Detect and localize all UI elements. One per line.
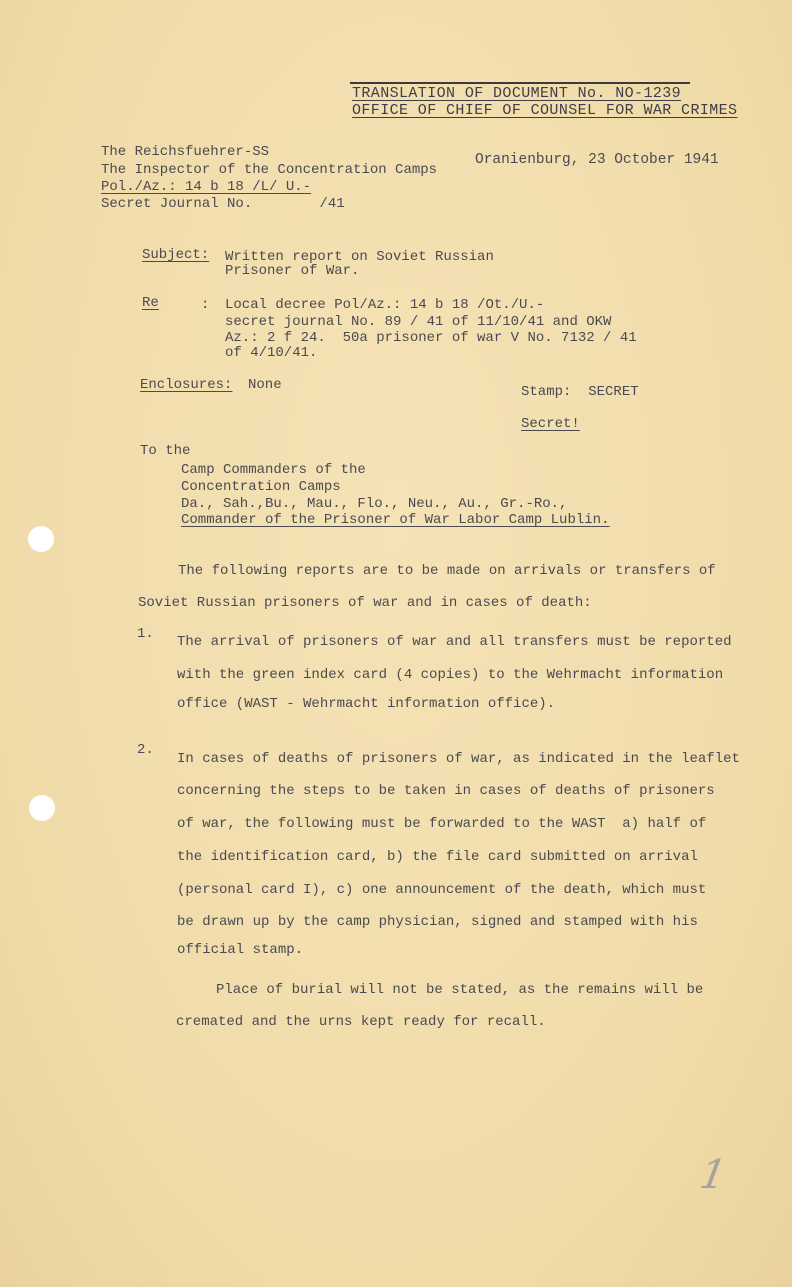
item2-line: In cases of deaths of prisoners of war, as indicated in the leaflet <box>177 751 740 767</box>
addressee-line: Concentration Camps <box>181 479 341 495</box>
addressee-camps: Da., Sah.,Bu., Mau., Flo., Neu., Au., Gr.-Ro., <box>181 496 568 512</box>
re-text: of 4/10/41. <box>225 345 318 361</box>
body-intro: The following reports are to be made on arrivals or transfers of <box>178 563 716 579</box>
page-number-pencil-mark: 1 <box>691 1152 734 1198</box>
enclosures-value: None <box>248 377 282 393</box>
item2-line: concerning the steps to be taken in cases of deaths of prisoners <box>177 783 715 799</box>
addressee-lublin: Commander of the Prisoner of War Labor Camp Lublin. <box>181 512 610 528</box>
stamp-note: Stamp: SECRET <box>521 384 639 400</box>
body-intro: Soviet Russian prisoners of war and in cases of death: <box>138 595 592 611</box>
subject-text: Written report on Soviet Russian <box>225 249 494 265</box>
item2-line: the identification card, b) the file card submitted on arrival <box>177 849 698 865</box>
punch-hole <box>28 526 54 552</box>
burial-line: Place of burial will not be stated, as the remains will be <box>216 982 704 998</box>
secret-mark: Secret! <box>521 416 580 432</box>
sender-line: The Reichsfuehrer-SS <box>101 144 270 160</box>
re-text: Local decree Pol/Az.: 14 b 18 /Ot./U.- <box>225 297 545 313</box>
re-colon: : <box>201 297 210 313</box>
subject-label: Subject: <box>142 247 210 263</box>
sender-journal: Secret Journal No. /41 <box>101 196 345 212</box>
item1-line: with the green index card (4 copies) to the Wehrmacht information <box>177 667 724 683</box>
item2-line: be drawn up by the camp physician, signed and stamped with his <box>177 914 698 930</box>
place-date: Oranienburg, 23 October 1941 <box>475 152 719 168</box>
sender-line: The Inspector of the Concentration Camps <box>101 162 438 178</box>
header-office: OFFICE OF CHIEF OF COUNSEL FOR WAR CRIMES <box>352 102 738 119</box>
item-number: 1. <box>137 626 154 642</box>
item2-line: of war, the following must be forwarded to the WAST a) half of <box>177 816 707 832</box>
addressee-line: To the <box>140 443 191 459</box>
item1-line: office (WAST - Wehrmacht information office). <box>177 696 556 712</box>
addressee-line: Camp Commanders of the <box>181 462 366 478</box>
item2-line: official stamp. <box>177 942 304 958</box>
punch-hole <box>29 795 55 821</box>
re-text: Az.: 2 f 24. 50a prisoner of war V No. 7132 / 41 <box>225 330 637 346</box>
header-translation: TRANSLATION OF DOCUMENT No. NO-1239 <box>352 85 682 102</box>
enclosures-label: Enclosures: <box>140 377 233 393</box>
re-label: Re <box>142 295 159 311</box>
subject-text: Prisoner of War. <box>225 263 360 279</box>
item1-line: The arrival of prisoners of war and all transfers must be reported <box>177 634 732 650</box>
item-number: 2. <box>137 742 154 758</box>
item2-line: (personal card I), c) one announcement of the death, which must <box>177 882 707 898</box>
header-top-rule <box>350 82 690 84</box>
burial-line: cremated and the urns kept ready for recall. <box>176 1014 546 1030</box>
re-text: secret journal No. 89 / 41 of 11/10/41 and OKW <box>225 314 612 330</box>
sender-reference: Pol./Az.: 14 b 18 /L/ U.- <box>101 179 312 195</box>
